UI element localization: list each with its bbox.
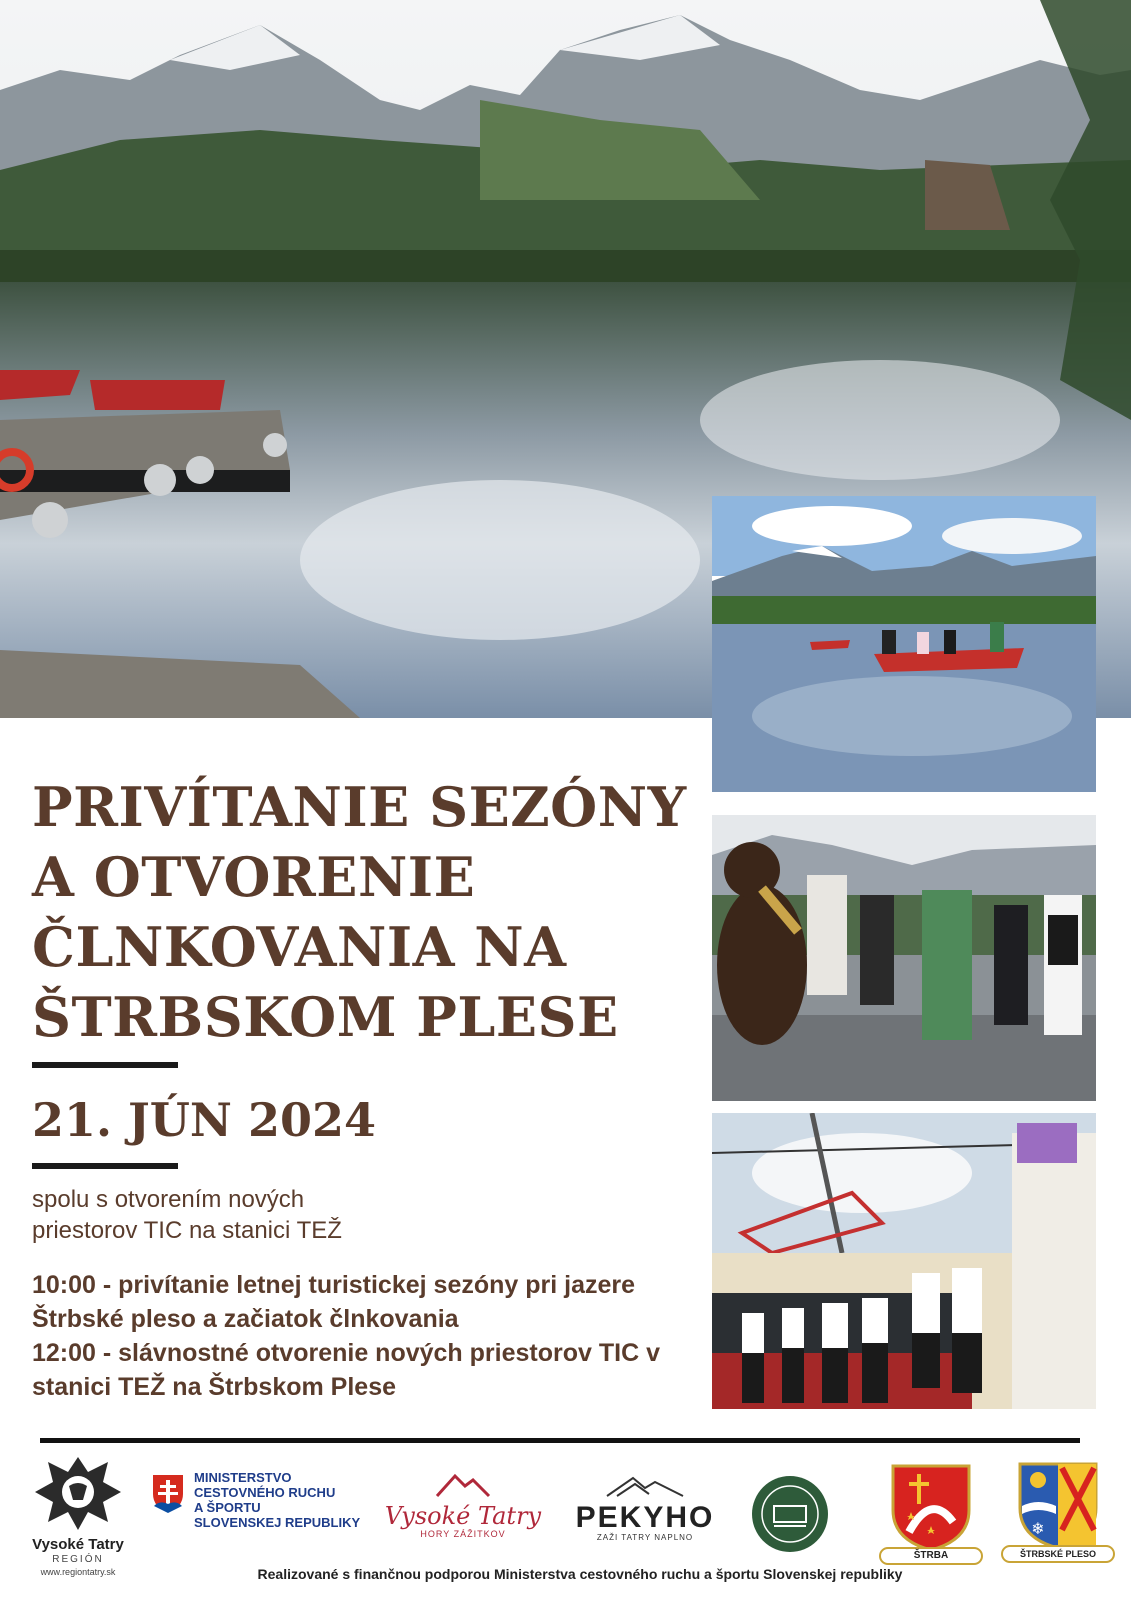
footer-rule xyxy=(40,1438,1080,1443)
logo-name: Vysoké Tatry xyxy=(384,1502,542,1530)
program-line: stanici TEŽ na Štrbskom Plese xyxy=(32,1373,397,1401)
tram-folk-photo xyxy=(712,1113,1096,1409)
program-item xyxy=(32,1268,712,1336)
ministry-line: A ŠPORTU xyxy=(194,1500,261,1515)
strba-coat-of-arms xyxy=(876,1462,986,1572)
chamois-emblem-icon xyxy=(33,1452,123,1532)
ministry-line: SLOVENSKEJ REPUBLIKY xyxy=(194,1515,361,1530)
logo-name: Vysoké Tatry xyxy=(32,1536,124,1553)
program-list xyxy=(32,1268,712,1404)
historical-society-seal-icon xyxy=(750,1474,830,1554)
logo-sub: REGIÓN xyxy=(52,1554,104,1565)
folklore-group-photo xyxy=(712,815,1096,1101)
ministry-line: MINISTERSTVO xyxy=(194,1470,292,1485)
logo-url: www.regiontatry.sk xyxy=(40,1567,116,1577)
subtitle-line: spolu s otvorením nových xyxy=(32,1186,305,1213)
logo-name: ŠTRBA xyxy=(879,1547,983,1565)
subtitle-line: priestorov TIC na stanici TEŽ xyxy=(32,1217,342,1244)
ministerstvo-logo xyxy=(150,1470,365,1550)
strbske-pleso-coat-of-arms xyxy=(1000,1460,1116,1574)
pekyho-logo xyxy=(570,1476,720,1546)
program-line: 12:00 - slávnostné otvorenie nových priestorov TIC v xyxy=(32,1339,660,1367)
title-line: A OTVORENIE xyxy=(32,845,476,909)
mountain-lines-icon xyxy=(605,1476,685,1498)
logo-sub: ZAŽI TATRY NAPLNO xyxy=(596,1533,694,1542)
slovak-coat-of-arms-icon xyxy=(150,1472,186,1514)
program-item xyxy=(32,1336,712,1404)
title-line: ČLNKOVANIA NA xyxy=(32,915,567,979)
event-title xyxy=(32,772,692,1052)
strba-shield-icon xyxy=(889,1462,973,1552)
program-line: 10:00 - privítanie letnej turistickej sezóny pri jazere xyxy=(32,1271,636,1299)
vysoke-tatry-hory-zazitkov-logo xyxy=(378,1472,548,1552)
logo-sub: HORY ZÁŽITKOV xyxy=(420,1529,506,1539)
program-line: Štrbské pleso a začiatok člnkovania xyxy=(32,1305,459,1333)
boat-photo xyxy=(712,496,1096,792)
mountain-peaks-icon xyxy=(433,1472,493,1498)
ministry-line: CESTOVNÉHO RUCHU xyxy=(194,1485,336,1500)
title-line: ŠTRBSKOM PLESE xyxy=(32,985,619,1049)
vysoke-tatry-region-logo xyxy=(18,1452,138,1592)
logo-name: PEKYHO xyxy=(575,1501,715,1534)
svg-text:❄: ❄ xyxy=(1031,1519,1045,1538)
logo-name: ŠTRBSKÉ PLESO xyxy=(1001,1545,1115,1563)
divider-rule xyxy=(32,1163,178,1169)
title-line: PRIVÍTANIE SEZÓNY xyxy=(32,775,687,839)
strbske-pleso-shield-icon xyxy=(1016,1460,1100,1550)
event-date: 21. JÚN 2024 xyxy=(32,1093,377,1147)
divider-rule xyxy=(32,1062,178,1068)
subtitle xyxy=(32,1184,632,1246)
funding-credit: Realizované s finančnou podporou Ministerstva cestovného ruchu a športu Slovenskej republiky xyxy=(257,1566,903,1582)
